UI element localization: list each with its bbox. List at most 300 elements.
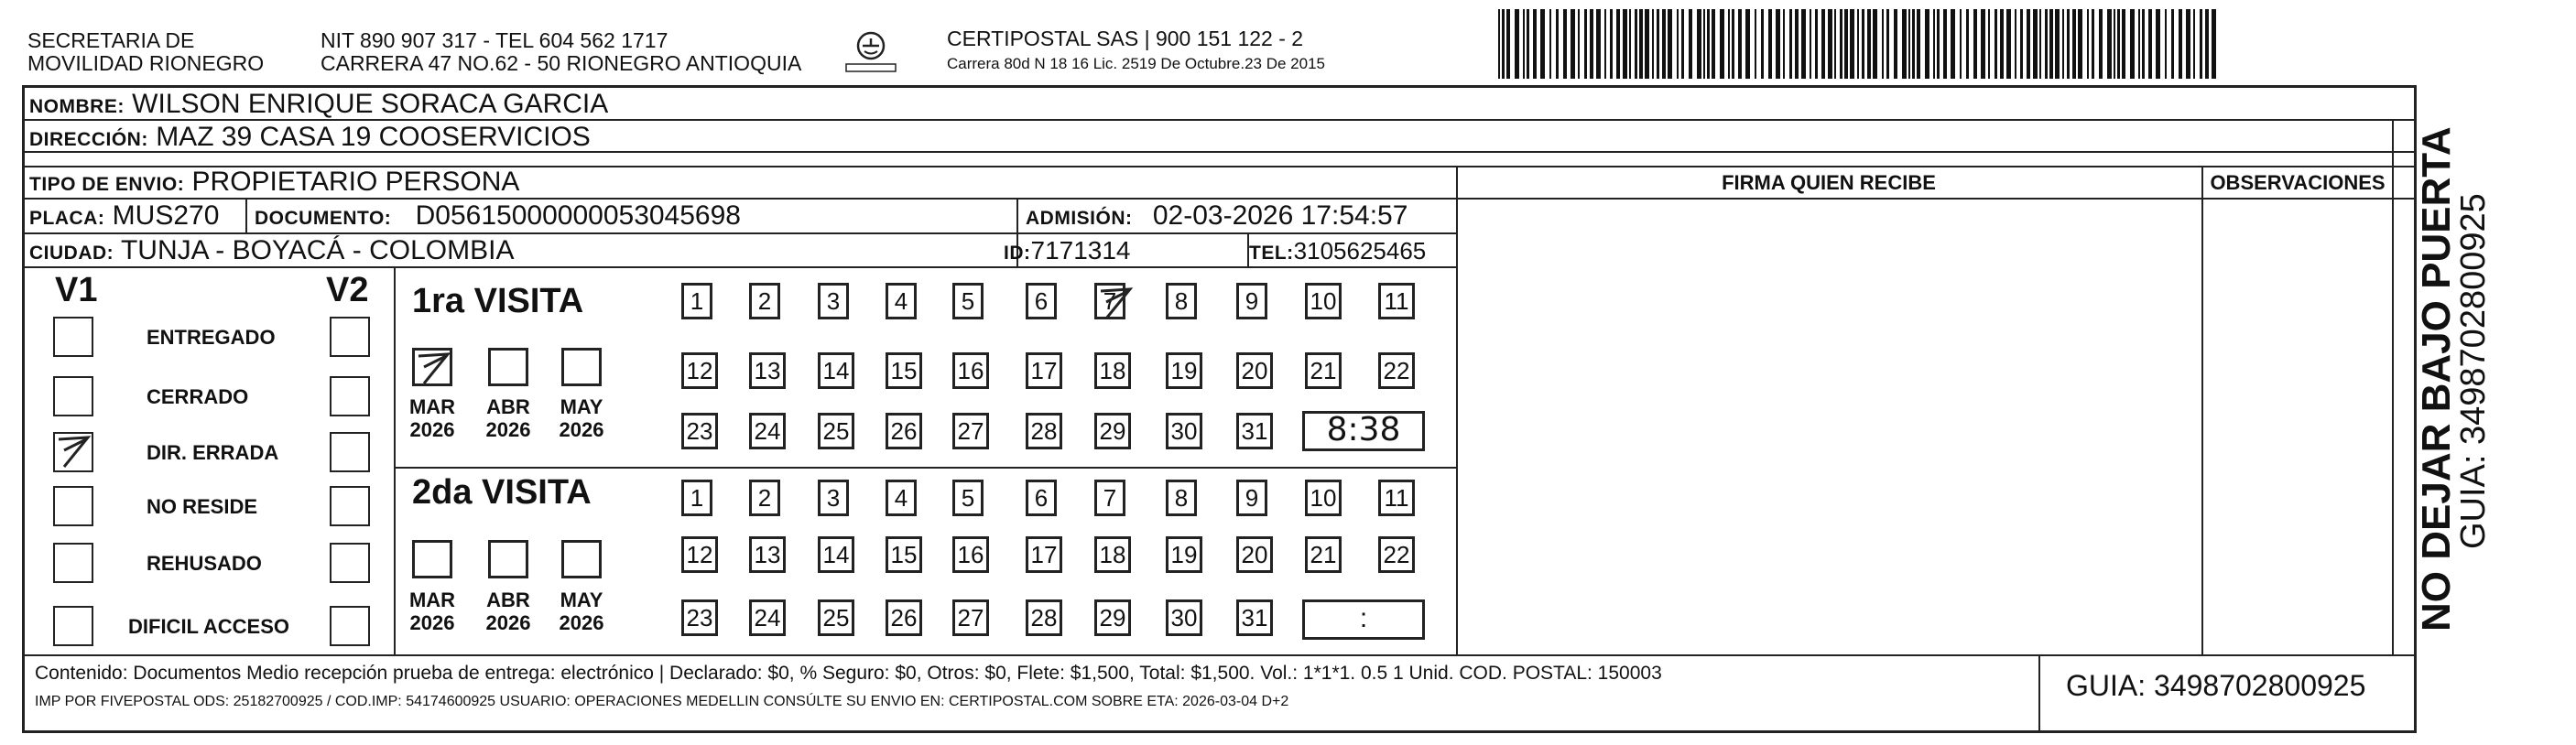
visit1-day-label: 19: [1170, 357, 1198, 384]
barcode-bar: [1981, 9, 1985, 79]
visit1-day-box[interactable]: [1094, 283, 1125, 319]
visit2-month-label: ABR: [486, 588, 530, 611]
status-v1-checkbox[interactable]: [53, 606, 93, 646]
v2-label: V2: [326, 271, 369, 309]
barcode-bar: [1506, 9, 1510, 79]
barcode-bar: [1886, 9, 1889, 79]
barcode-bar: [2062, 9, 2064, 79]
visit1-day-box[interactable]: [1378, 352, 1415, 389]
visit1-day-label: 23: [686, 417, 713, 445]
visit1-day-box[interactable]: [952, 413, 989, 449]
visit2-day-box[interactable]: [1026, 536, 1062, 573]
barcode-bar: [1882, 9, 1884, 79]
barcode-bar: [1873, 9, 1877, 79]
side-guia: GUIA: 3498702800925: [2454, 193, 2493, 549]
visit2-day-label: 23: [686, 604, 713, 632]
visit1-day-box[interactable]: [1166, 352, 1202, 389]
observaciones-header: OBSERVACIONES: [2210, 171, 2386, 194]
visit1-day-box[interactable]: [1026, 413, 1062, 449]
status-v1-checkbox[interactable]: [53, 376, 93, 416]
visit1-day-box[interactable]: [1094, 413, 1131, 449]
barcode-bar: [1917, 9, 1920, 79]
barcode-bar: [2171, 9, 2174, 79]
barcode-bar: [1563, 9, 1567, 79]
company-line: CERTIPOSTAL SAS | 900 151 122 - 2: [947, 27, 1304, 50]
visit2-day-box[interactable]: [1026, 480, 1057, 516]
visit1-day-box[interactable]: [1378, 283, 1415, 319]
visit2-day-box[interactable]: [1026, 599, 1062, 636]
barcode-bar: [1867, 9, 1871, 79]
visit1-day-label: 10: [1310, 287, 1337, 315]
visit2-day-label: 8: [1174, 484, 1189, 512]
visit2-day-label: 5: [961, 484, 975, 512]
visit1-day-box[interactable]: [1305, 352, 1342, 389]
visit2-day-label: 6: [1034, 484, 1049, 512]
barcode-bar: [2179, 9, 2182, 79]
barcode-bar: [2212, 9, 2216, 79]
barcode-bar: [1902, 9, 1907, 79]
visit1-day-label: 21: [1310, 357, 1337, 384]
visit2-day-label: 28: [1030, 604, 1058, 632]
visit1-day-label: 13: [754, 357, 781, 384]
barcode-bar: [2033, 9, 2038, 79]
visit2-day-label: 2: [757, 484, 772, 512]
imp-line: IMP POR FIVEPOSTAL ODS: 25182700925 / COD.IMP: 54174600925 USUARIO: OPERACIONES MEDELLIN CONSÚLTE SU ENVIO EN: CERTIPOSTAL.COM SOBRE ETA: 2026-03-04 D+2: [35, 694, 1289, 709]
placa-field: PLACA: MUS270: [29, 200, 220, 231]
visit2-day-box[interactable]: [1094, 599, 1131, 636]
visit1-day-box[interactable]: [818, 283, 849, 319]
barcode-bar: [1645, 9, 1649, 79]
barcode-bar: [2092, 9, 2094, 79]
visit1-day-label: 16: [957, 357, 984, 384]
visit1-day-label: 20: [1241, 357, 1268, 384]
barcode-bar: [2078, 9, 2082, 79]
barcode-bar: [2039, 9, 2041, 79]
barcode-bar: [2156, 9, 2160, 79]
visit2-day-box[interactable]: [1166, 536, 1202, 573]
status-label: REHUSADO: [147, 552, 262, 575]
barcode-bar: [1527, 9, 1529, 79]
barcode-bar: [1738, 9, 1742, 79]
barcode-bar: [1703, 9, 1705, 79]
barcode-bar: [2193, 9, 2195, 79]
visit2-day-label: 15: [890, 541, 918, 568]
visit2-day-box[interactable]: [749, 480, 780, 516]
barcode-bar: [1801, 9, 1806, 79]
visit2-day-box[interactable]: [886, 536, 922, 573]
visit1-day-label: 29: [1099, 417, 1126, 445]
barcode-bar: [1515, 9, 1519, 79]
visit2-title: 2da VISITA: [412, 473, 592, 512]
visit1-month-checkbox[interactable]: [488, 348, 528, 386]
barcode-bar: [1745, 9, 1750, 79]
visit2-year-label: 2026: [485, 611, 531, 634]
visit2-day-box[interactable]: [952, 599, 989, 636]
barcode-bar: [1635, 9, 1637, 79]
status-v2-checkbox[interactable]: [330, 317, 370, 357]
status-label: NO RESIDE: [147, 495, 258, 518]
barcode-bar: [1677, 9, 1679, 79]
barcode-bar: [2087, 9, 2089, 79]
barcode-bar: [1844, 9, 1848, 79]
barcode-bar: [2055, 9, 2060, 79]
visit2-day-box[interactable]: [749, 599, 786, 636]
visit2-month-checkbox[interactable]: [561, 540, 602, 578]
visit1-day-box[interactable]: [886, 283, 917, 319]
visit1-day-box[interactable]: [749, 352, 786, 389]
visit1-day-label: 6: [1034, 287, 1049, 315]
barcode-bar: [1815, 9, 1818, 79]
visit2-day-label: 7: [1103, 484, 1117, 512]
documento-field: DOCUMENTO: D05615000000053045698: [255, 200, 741, 231]
visit2-day-label: 21: [1310, 541, 1337, 568]
visit1-day-label: 11: [1384, 287, 1409, 315]
ciudad-field: CIUDAD: TUNJA - BOYACÁ - COLOMBIA: [29, 235, 515, 265]
visit1-day-label: 8: [1174, 287, 1189, 315]
barcode-bar: [1776, 9, 1780, 79]
barcode-bar: [2142, 9, 2145, 79]
barcode-bar: [2122, 9, 2125, 79]
visit1-day-label: 25: [822, 417, 850, 445]
barcode-bar: [1960, 9, 1962, 79]
visit2-day-label: 20: [1241, 541, 1268, 568]
tel-field: TEL:3105625465: [1249, 237, 1427, 265]
barcode-bar: [1862, 9, 1864, 79]
status-label: ENTREGADO: [147, 326, 276, 349]
visit1-day-label: 1: [690, 287, 704, 315]
status-v2-checkbox[interactable]: [330, 543, 370, 583]
barcode-bar: [1828, 9, 1832, 79]
visit2-day-box[interactable]: [1094, 480, 1125, 516]
barcode-bar: [1689, 9, 1692, 79]
visit2-day-label: 1: [690, 484, 704, 512]
visit1-day-label: 9: [1245, 287, 1259, 315]
barcode-bar: [1732, 9, 1734, 79]
status-v1-checkbox[interactable]: [53, 543, 93, 583]
visit1-month-label: ABR: [486, 395, 530, 418]
visit1-title: 1ra VISITA: [412, 282, 584, 320]
barcode-bar: [1966, 9, 1969, 79]
license-line: Carrera 80d N 18 16 Lic. 2519 De Octubre.23 De 2015: [947, 55, 1325, 72]
barcode-bar: [1652, 9, 1654, 79]
barcode-bar: [1857, 9, 1859, 79]
visit1-day-box[interactable]: [1166, 283, 1197, 319]
barcode-bar: [2205, 9, 2209, 79]
address-line: CARRERA 47 NO.62 - 50 RIONEGRO ANTIOQUIA: [321, 51, 802, 75]
status-v2-checkbox[interactable]: [330, 432, 370, 472]
visit1-day-label: 30: [1170, 417, 1198, 445]
barcode-bar: [2000, 9, 2004, 79]
barcode-bar: [2015, 9, 2016, 79]
barcode-bar: [1681, 9, 1684, 79]
visit1-day-box[interactable]: [1236, 413, 1273, 449]
visit2-day-label: 17: [1030, 541, 1058, 568]
status-v1-checkbox[interactable]: [53, 486, 93, 526]
barcode-bar: [1556, 9, 1559, 79]
visit2-day-box[interactable]: [1305, 480, 1342, 516]
visit1-day-label: 18: [1099, 357, 1126, 384]
barcode-bar: [2067, 9, 2070, 79]
status-v1-checkbox[interactable]: [53, 317, 93, 357]
visit2-month-label: MAY: [560, 588, 603, 611]
visit1-month-label: MAY: [560, 395, 603, 418]
barcode-bar: [2130, 9, 2135, 79]
barcode-bar: [1720, 9, 1724, 79]
visit1-day-label: 28: [1030, 417, 1058, 445]
visit2-day-box[interactable]: [886, 599, 922, 636]
barcode-bar: [1973, 9, 1977, 79]
visit1-day-label: 22: [1383, 357, 1410, 384]
visit2-day-label: 22: [1383, 541, 1410, 568]
visit2-day-label: 16: [957, 541, 984, 568]
nit-line: NIT 890 907 317 - TEL 604 562 1717: [321, 28, 668, 52]
barcode-bar: [1943, 9, 1947, 79]
visit2-day-box[interactable]: [818, 599, 854, 636]
visit1-day-box[interactable]: [1305, 283, 1342, 319]
nombre-field: NOMBRE: WILSON ENRIQUE SORACA GARCIA: [29, 89, 609, 119]
visit2-day-box[interactable]: [749, 536, 786, 573]
barcode-bar: [1571, 9, 1575, 79]
visit2-day-label: 10: [1310, 484, 1337, 512]
barcode-bar: [1834, 9, 1836, 79]
barcode-bar: [1988, 9, 1990, 79]
visit1-day-label: 15: [890, 357, 918, 384]
visit1-day-label: 5: [961, 287, 975, 315]
visit1-day-label: 24: [754, 417, 781, 445]
status-label: DIR. ERRADA: [147, 441, 279, 464]
visit1-day-box[interactable]: [952, 352, 989, 389]
certipostal-logo: [841, 27, 901, 75]
visit1-day-box[interactable]: [818, 413, 854, 449]
visit2-day-box[interactable]: [1166, 599, 1202, 636]
visit2-day-box[interactable]: [952, 480, 984, 516]
barcode-bar: [1662, 9, 1666, 79]
visit2-day-box[interactable]: [886, 480, 917, 516]
visit1-day-box[interactable]: [681, 413, 718, 449]
barcode-bar: [2020, 9, 2023, 79]
visit2-day-label: 26: [890, 604, 918, 632]
visit2-day-label: 29: [1099, 604, 1126, 632]
barcode-bar: [1908, 9, 1910, 79]
barcode-bar: [1616, 9, 1620, 79]
visit2-day-label: 30: [1170, 604, 1198, 632]
visit1-day-box[interactable]: [1236, 283, 1267, 319]
visit2-day-label: 27: [957, 604, 984, 632]
visit1-day-box[interactable]: [749, 413, 786, 449]
visit2-day-label: 18: [1099, 541, 1126, 568]
status-v2-checkbox[interactable]: [330, 376, 370, 416]
barcode-bar: [1768, 9, 1772, 79]
barcode-bar: [2107, 9, 2112, 79]
barcode-bar: [1840, 9, 1842, 79]
barcode-bar: [2049, 9, 2053, 79]
barcode-bar: [1912, 9, 1915, 79]
visit1-day-box[interactable]: [952, 283, 984, 319]
visit1-day-label: 31: [1241, 417, 1268, 445]
visit2-day-box[interactable]: [681, 480, 712, 516]
barcode-bar: [1951, 9, 1955, 79]
barcode-bar: [1783, 9, 1785, 79]
visit1-day-box[interactable]: [886, 413, 922, 449]
visit2-day-box[interactable]: [1378, 480, 1415, 516]
visit1-day-box[interactable]: [1026, 352, 1062, 389]
contenido-line: Contenido: Documentos Medio recepción prueba de entrega: electrónico | Declarado: $0, % Seguro: $0, Otros: $0, Flete: $1,500, Total: $1,500. Vol.: 1*1*1. 0.5 1 Unid. COD. POSTAL: 150003: [35, 663, 1662, 684]
visit1-day-box[interactable]: [681, 283, 712, 319]
barcode-bar: [1728, 9, 1730, 79]
visit1-time-box[interactable]: [1302, 411, 1425, 451]
visit1-day-box[interactable]: [818, 352, 854, 389]
barcode-bar: [1712, 9, 1715, 79]
barcode-bar: [1761, 9, 1764, 79]
barcode-bar: [2045, 9, 2048, 79]
barcode-bar: [1498, 9, 1500, 79]
barcode-bar: [1994, 9, 1997, 79]
barcode-bar: [2200, 9, 2202, 79]
visit1-day-label: 3: [826, 287, 841, 315]
visit2-day-label: 3: [826, 484, 841, 512]
barcode-bar: [1578, 9, 1580, 79]
barcode-bar: [2138, 9, 2140, 79]
visit2-day-label: 19: [1170, 541, 1198, 568]
v1-label: V1: [55, 271, 98, 309]
side-warning: NO DEJAR BAJO PUERTA: [2414, 126, 2459, 632]
visit2-time-box[interactable]: [1302, 599, 1425, 640]
status-v2-checkbox[interactable]: [330, 486, 370, 526]
barcode-bar: [1755, 9, 1756, 79]
barcode: [1498, 9, 2222, 79]
issuer-line-1: SECRETARIA DE: [27, 28, 195, 52]
issuer-line-2: MOVILIDAD RIONEGRO: [27, 51, 265, 75]
guia-bottom: GUIA: 3498702800925: [2066, 669, 2366, 702]
visit2-day-box[interactable]: [818, 536, 854, 573]
visit2-day-label: 12: [686, 541, 713, 568]
visit2-month-checkbox[interactable]: [412, 540, 452, 578]
direccion-field: DIRECCIÓN: MAZ 39 CASA 19 COOSERVICIOS: [29, 122, 591, 152]
barcode-bar: [2165, 9, 2167, 79]
visit2-time: :: [1359, 603, 1368, 633]
visit1-day-box[interactable]: [1094, 352, 1131, 389]
barcode-bar: [2099, 9, 2103, 79]
visit1-month-label: MAR: [408, 395, 456, 418]
visit2-month-label: MAR: [408, 588, 456, 611]
visit2-day-box[interactable]: [952, 536, 989, 573]
id-field: ID:7171314: [1004, 236, 1131, 265]
visit2-day-label: 9: [1245, 484, 1259, 512]
firma-header: FIRMA QUIEN RECIBE: [1722, 171, 1936, 194]
visit2-day-label: 31: [1241, 604, 1268, 632]
visit1-year-label: 2026: [485, 418, 531, 441]
visit1-day-label: 2: [757, 287, 772, 315]
visit1-day-box[interactable]: [749, 283, 780, 319]
visit2-day-box[interactable]: [1305, 536, 1342, 573]
visit1-month-checkbox[interactable]: [412, 348, 452, 386]
barcode-bar: [1590, 9, 1593, 79]
visit1-month-checkbox[interactable]: [561, 348, 602, 386]
visit2-day-box[interactable]: [1236, 536, 1273, 573]
tipo-envio-field: TIPO DE ENVIO: PROPIETARIO PERSONA: [29, 167, 520, 197]
status-label: CERRADO: [147, 385, 249, 408]
visit1-time: 8:38: [1326, 411, 1401, 448]
visit2-day-box[interactable]: [681, 599, 718, 636]
barcode-bar: [1639, 9, 1643, 79]
visit1-day-label: 7: [1103, 287, 1117, 315]
visit1-day-box[interactable]: [681, 352, 718, 389]
visit1-day-label: 26: [890, 417, 918, 445]
barcode-bar: [1523, 9, 1525, 79]
visit1-day-label: 12: [686, 357, 713, 384]
visit2-day-box[interactable]: [818, 480, 849, 516]
barcode-bar: [1623, 9, 1627, 79]
visit2-day-box[interactable]: [1236, 480, 1267, 516]
visit2-day-label: 11: [1384, 484, 1409, 512]
barcode-bar: [1821, 9, 1825, 79]
visit1-day-label: 17: [1030, 357, 1058, 384]
barcode-bar: [1795, 9, 1799, 79]
barcode-bar: [2006, 9, 2011, 79]
barcode-bar: [1584, 9, 1587, 79]
visit1-year-label: 2026: [559, 418, 604, 441]
barcode-bar: [1502, 9, 1505, 79]
visit1-day-box[interactable]: [1166, 413, 1202, 449]
status-label: DIFICIL ACCESO: [128, 615, 290, 638]
barcode-bar: [2117, 9, 2120, 79]
barcode-bar: [1657, 9, 1659, 79]
barcode-bar: [1810, 9, 1811, 79]
visit2-year-label: 2026: [409, 611, 455, 634]
visit1-day-box[interactable]: [1026, 283, 1057, 319]
barcode-bar: [1933, 9, 1935, 79]
barcode-bar: [1596, 9, 1601, 79]
barcode-bar: [1604, 9, 1606, 79]
visit2-day-box[interactable]: [1378, 536, 1415, 573]
visit2-day-box[interactable]: [1094, 536, 1131, 573]
visit1-day-label: 27: [957, 417, 984, 445]
barcode-bar: [2027, 9, 2030, 79]
visit1-day-box[interactable]: [886, 352, 922, 389]
barcode-bar: [1610, 9, 1613, 79]
barcode-bar: [2148, 9, 2152, 79]
visit2-year-label: 2026: [559, 611, 604, 634]
visit1-day-label: 14: [822, 357, 850, 384]
barcode-bar: [1533, 9, 1537, 79]
visit1-day-box[interactable]: [1236, 352, 1273, 389]
status-v1-checkbox[interactable]: [53, 432, 93, 472]
barcode-bar: [1668, 9, 1672, 79]
visit2-month-checkbox[interactable]: [488, 540, 528, 578]
status-v2-checkbox[interactable]: [330, 606, 370, 646]
barcode-bar: [1894, 9, 1897, 79]
visit2-day-label: 25: [822, 604, 850, 632]
barcode-bar: [1707, 9, 1710, 79]
visit1-day-label: 4: [894, 287, 908, 315]
barcode-bar: [1629, 9, 1631, 79]
visit2-day-box[interactable]: [1236, 599, 1273, 636]
admision-field: ADMISIÓN: 02-03-2026 17:54:57: [1026, 200, 1408, 231]
barcode-bar: [1697, 9, 1701, 79]
barcode-bar: [1925, 9, 1929, 79]
visit2-day-box[interactable]: [1166, 480, 1197, 516]
barcode-bar: [1540, 9, 1545, 79]
barcode-bar: [1549, 9, 1551, 79]
barcode-bar: [2186, 9, 2190, 79]
barcode-bar: [1937, 9, 1940, 79]
visit2-day-label: 4: [894, 484, 908, 512]
visit2-day-label: 13: [754, 541, 781, 568]
barcode-bar: [1850, 9, 1854, 79]
visit2-day-box[interactable]: [681, 536, 718, 573]
visit1-year-label: 2026: [409, 418, 455, 441]
barcode-bar: [1789, 9, 1792, 79]
